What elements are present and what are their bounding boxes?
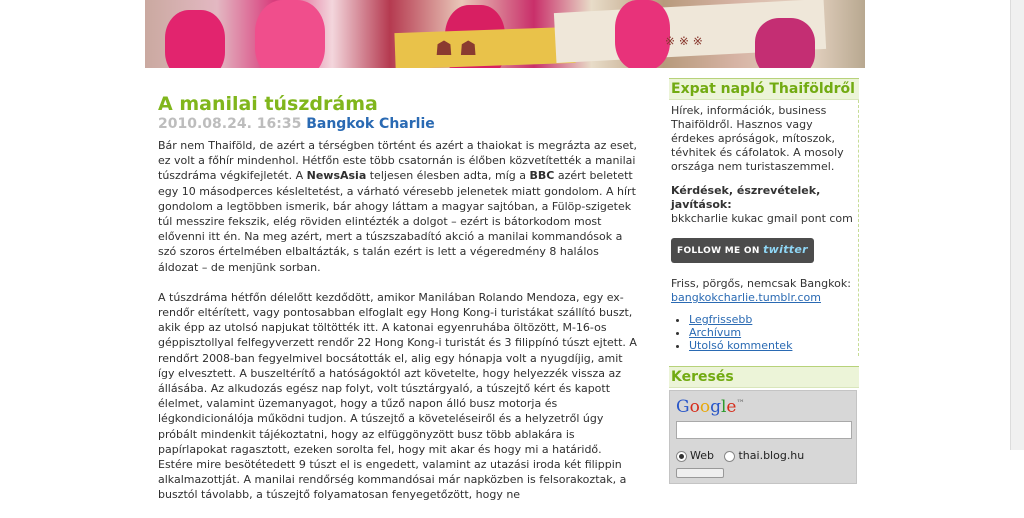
tumblr-promo [671, 277, 856, 305]
radio-site[interactable] [724, 451, 735, 462]
post-title[interactable]: A manilai túszdráma [158, 93, 378, 115]
sidebar-description: Hírek, információk, business Thaiföldről. Hasznos vagy érdekes apróságok, mítoszok, tévhitek és cáfolatok. A mosoly országa nem turistaszemmel. [671, 104, 844, 173]
post-date: 2010.08.24. 16:35 [158, 116, 302, 132]
radio-web[interactable] [676, 451, 687, 462]
page-scrollbar[interactable] [1010, 0, 1024, 450]
post-body [158, 138, 638, 518]
link-legfrissebb[interactable]: Legfrissebb [689, 313, 753, 326]
tumblr-link[interactable]: bangkokcharlie.tumblr.com [671, 291, 821, 304]
sidebar-contact [671, 184, 856, 226]
tumblr-text: Friss, pörgős, nemcsak Bangkok: [671, 277, 851, 290]
follow-text: FOLLOW ME ON [677, 246, 760, 256]
list-item [689, 313, 856, 326]
search-button[interactable] [676, 468, 724, 478]
sidebar-link-list [671, 313, 856, 352]
radio-site-label: thai.blog.hu [738, 449, 805, 462]
radio-web-label: Web [690, 449, 714, 462]
sidebar-about-box [669, 100, 859, 356]
link-archivum[interactable]: Archívum [689, 326, 742, 339]
search-input[interactable] [676, 421, 852, 439]
contact-email: bkkcharlie kukac gmail pont com [671, 212, 853, 225]
post-author-link[interactable]: Bangkok Charlie [306, 116, 435, 132]
bbc-text: BBC [529, 169, 555, 183]
google-search-box [669, 390, 857, 484]
link-utolso-kommentek[interactable]: Utolsó kommentek [689, 339, 793, 352]
post-meta [158, 116, 435, 132]
contact-label: Kérdések, észrevételek, javítások: [671, 184, 821, 211]
sidebar-search-title: Keresés [669, 366, 859, 388]
list-item [689, 326, 856, 339]
twitter-follow-button[interactable] [671, 238, 814, 263]
list-item [689, 339, 856, 352]
search-scope-options [676, 449, 850, 462]
sidebar [669, 78, 859, 484]
newsasia-text: NewsAsia [306, 169, 367, 183]
header-banner-image: ☗ ☗ ※ ※ ※ [145, 0, 865, 68]
post-paragraph: Bár nem Thaiföld, de azért a térségben történt és azért a thaiokat is megrázta az eset, ez volt a főhír mindenhol. Hétfőn este több csatornán is élőben közvetítették a manilai túszdráma végkifejletét. A NewsAsia teljesen élesben adta, míg a BBC azért beletett egy 10 másodperces késleltetést, a várható véresebb jelenetek miatt gondolom. A hírt gondolom a legtöbben ismerik, bár ahogy láttam a magyar sajtóban, a Fülöp-szigetek túl messzire fekszik, elég röviden elintézték a dolgot – ezért is bátorkodom most elővenni itt én. Na meg azért, mert a túszszabadító akció a manilai kommandósok a szó szoros értelmében elbaltázták, s talán ezért is lett a végeredmény 8 halálos áldozat – de menjünk sorban. [158, 139, 638, 274]
post-paragraph: A túszdráma hétfőn délelőtt kezdődött, amikor Manilában Rolando Mendoza, egy ex-rendőr eltérített, vagy pontosabban elfoglalt egy Hong Kong-i turistákat szállító buszt, akik épp az utolsó napjukat töltötték itt. A katonai egyenruhába öltözött, M-16-os géppisztollyal felfegyverzett rendőr 22 Hong Kong-i turistát és 3 filippínó túszt ejtett. A rendőrt 2008-ban fegyelmivel bocsátották el, alig egy hónapja volt a nyugdíjig, amit így elvesztett. A buszeltérítő a hatóságoktól azt követelte, hogy helyezzék vissza az állásába. Az alkudozás egész nap folyt, volt túsztárgyaló, a túszejtő kért és kapott élelmet, valamint üzemanyagot, hogy a tűző napon álló busz motorja és légkondicionálója működni tudjon. A túszejtő a követeléseiről és a helyzetről úgy próbált mindenkit tájékoztatni, hogy az elfüggönyzött busz több ablakára is papírlapokat ragasztott, ezeken sorolta fel, hogy mit akar és hogy mi a határidő. Estére mire besötétedett 9 túszt el is engedett, valamint az utazási iroda két filippin alkalmazottját. A manilai rendőrség kommandósai már napközben is felsorakoztak, a busztól távolabb, a túszejtő folyamatosan fenyegetőzött, hogy ne [158, 290, 637, 502]
twitter-logo-icon: twitter [763, 243, 808, 256]
google-logo: Google™ [676, 397, 745, 417]
sidebar-expat-title: Expat napló Thaiföldről [669, 78, 859, 100]
